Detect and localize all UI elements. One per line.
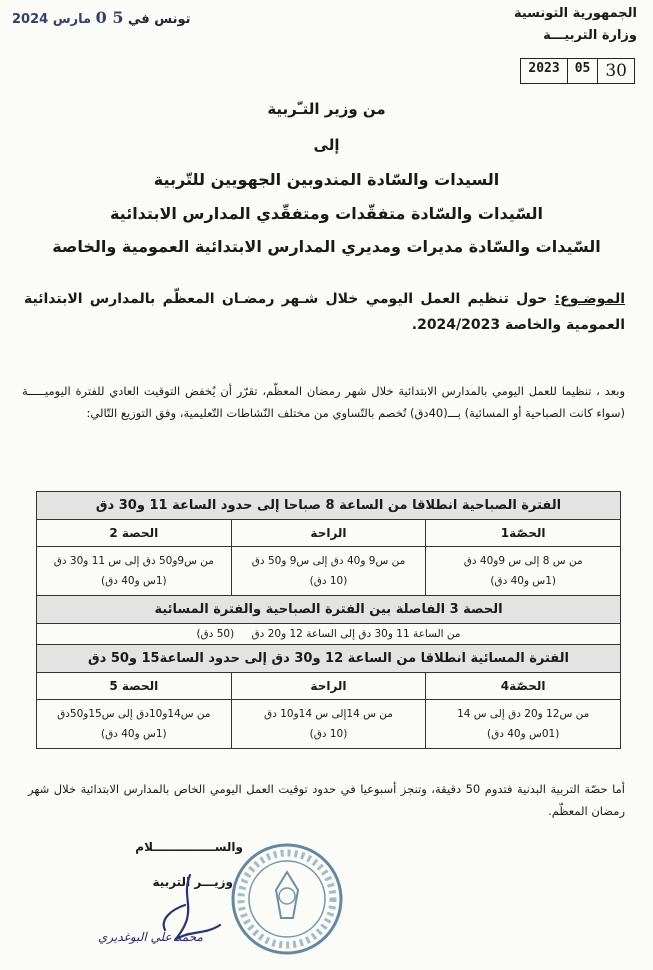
evening-duration-3: (1س و40 دق) [100,728,167,740]
morning-cell-3 [37,547,231,595]
ref-day: 30 [597,59,634,83]
morning-head-1: الحصّة1 [425,520,620,546]
evening-cell-2 [231,700,426,748]
schedule-table [36,491,621,749]
republic-name: الجمهورية التونسية [513,6,637,21]
official-stamp-icon [228,840,346,958]
evening-values-row [37,700,620,748]
closing-salutation: والســـــــــــــــلام [135,840,243,854]
to-line: إلى [313,136,340,154]
break-period-title: الحصة 3 الفاصلة بين الفترة الصباحية والفترة المسائية [37,596,620,624]
morning-cell-2 [231,547,426,595]
morning-head-3: الحصة 2 [109,526,159,540]
intro-paragraph: وبعد ، تنظيما للعمل اليومي بالمدارس الابتدائية خلال شهر رمضان المعظّم، تقرّر أن يُخفض التوقيت العادي للفترة اليوميـــــة (سواء كانت الصباحية أو المسائية) بـــ(40دق) تُخصم بالتّساوي من مختلف النّشاطات التّعليمية، وفق التوزيع التّالي: [22,384,625,420]
morning-heads-row [37,520,620,547]
from-line: من وزير التـّربية [267,100,386,118]
break-time: من الساعة 11 و30 دق إلى الساعة 12 و20 دق [251,628,461,640]
evening-time-2: من س 14إلى س 14و10 دق [264,708,393,720]
evening-time-3: من س14و10دق إلى س15و50دق [57,708,211,720]
evening-head-3: الحصة 5 [109,679,159,693]
evening-duration-2: (10 دق) [309,728,348,740]
morning-duration-1: (1س و40 دق) [490,575,556,587]
morning-period-title: الفترة الصباحية انطلاقا من الساعة 8 صباحا إلى حدود الساعة 11 و30 دق [37,492,620,520]
subject [24,286,625,338]
subject-text: حول تنظيم العمل اليومي خلال شـهر رمضـان المعظّم بالمدارس الابتدائية العمومية والخاصة 2024/2023. [24,291,625,333]
morning-values-row [37,547,620,596]
morning-cell-1 [425,547,620,595]
evening-cell-3 [37,700,231,748]
reference-number-box [520,58,635,84]
evening-head-1: الحصّة4 [425,673,620,699]
recipients-line-1: السيدات والسّادة المندوبين الجهويين للتّربية [153,170,500,189]
ref-month: 05 [567,59,598,83]
morning-time-3: من س9و50 دق إلى س 11 و30 دق [53,555,214,567]
recipients-line-2: السّيدات والسّادة متفقّدات ومتفقّدي المدارس الابتدائية [109,204,544,223]
date-month-year: مارس 2024 [12,12,92,27]
morning-head-2: الراحة [231,520,426,546]
morning-duration-2: (10 دق) [309,575,348,587]
signer-name: محمّد علي البوغديري [98,930,203,944]
morning-time-1: من س 8 إلى س 9و40 دق [463,555,583,567]
morning-time-2: من س9 و40 دق إلى س9 و50 دق [251,555,406,567]
evening-cell-1 [425,700,620,748]
outro-paragraph: أما حصّة التربية البدنية فتدوم 50 دقيقة، وتنجز أسبوعيا في حدود توقيت العمل اليومي الخاص بالمدارس الابتدائية خلال شهر رمضان المعظّم. [28,782,625,818]
evening-duration-1: (01س و40 دق) [486,728,560,740]
break-period-row [37,624,620,645]
recipients-line-3: السّيدات والسّادة مديرات ومديري المدارس الابتدائية العمومية والخاصة [52,237,601,256]
evening-head-2: الراحة [231,673,426,699]
break-duration: (50 دق) [196,628,235,640]
document-date [12,8,190,27]
subject-label: الموضـوع: [554,291,626,307]
evening-heads-row [37,673,620,700]
date-day: 5 0 [95,8,124,27]
evening-time-1: من س12 و20 دق إلى س 14 [457,708,590,720]
ref-year: 2023 [528,61,560,76]
ministry-name: وزارة التربيـــة [543,28,637,43]
minister-title: وزيـــر التربية [152,875,233,889]
morning-duration-3: (1س و40 دق) [100,575,167,587]
evening-period-title: الفترة المسائية انطلاقا من الساعة 12 و30 دق إلى حدود الساعة15 و50 دق [37,645,620,673]
city-label: تونس في [128,12,191,27]
